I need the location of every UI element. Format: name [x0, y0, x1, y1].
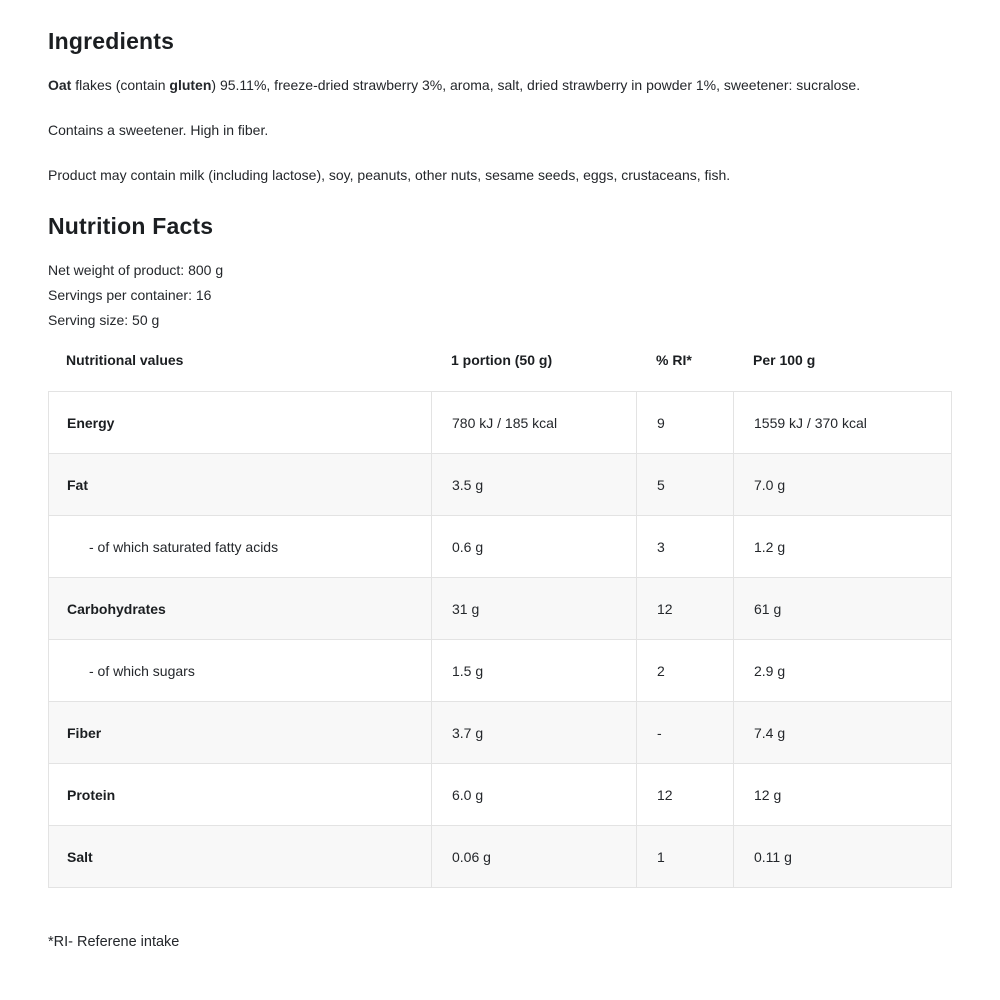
sweetener-note: Contains a sweetener. High in fiber. — [48, 122, 269, 138]
servings-line: Servings per container: 16 — [48, 287, 212, 303]
table-row — [49, 640, 951, 702]
row-label: Salt — [49, 826, 432, 887]
nutrition-table — [48, 352, 952, 888]
table-row — [49, 454, 951, 516]
per-100g-value: 0.11 g — [754, 848, 792, 865]
ri-value: 12 — [637, 578, 734, 639]
ri-value: 5 — [637, 454, 734, 515]
ri-value: 1 — [637, 826, 734, 887]
row-label: Fiber — [49, 702, 432, 763]
table-row — [49, 578, 951, 640]
table-row — [49, 516, 951, 578]
per-100g-value: 12 g — [754, 786, 782, 803]
col-header-nutritional-values: Nutritional values — [66, 352, 184, 368]
per-100g-value: 1.2 g — [754, 538, 786, 555]
row-label: Carbohydrates — [49, 578, 432, 639]
col-header-portion: 1 portion (50 g) — [451, 352, 553, 368]
serving-info — [48, 258, 952, 333]
per-100g-value: 1559 kJ / 370 kcal — [754, 414, 867, 431]
allergen-note: Product may contain milk (including lactose), soy, peanuts, other nuts, sesame seeds, eggs, crustaceans, fish. — [48, 167, 731, 183]
nutrition-title: Nutrition Facts — [48, 213, 214, 239]
ri-value: 3 — [637, 516, 734, 577]
composition-part: gluten — [169, 77, 212, 93]
row-label: Energy — [49, 392, 432, 453]
per-100g-value: 61 g — [754, 600, 782, 617]
portion-value: 6.0 g — [432, 764, 637, 825]
table-row — [49, 764, 951, 826]
serving-size-line: Serving size: 50 g — [48, 312, 160, 328]
ingredients-title: Ingredients — [48, 28, 175, 54]
ri-footnote: *RI- Referene intake — [48, 934, 180, 950]
table-row — [49, 826, 951, 887]
row-label: Fat — [49, 454, 432, 515]
table-row — [49, 702, 951, 764]
net-weight-line: Net weight of product: 800 g — [48, 262, 224, 278]
ingredients-composition — [48, 76, 952, 95]
ri-value: 2 — [637, 640, 734, 701]
portion-value: 1.5 g — [432, 640, 637, 701]
table-row — [49, 392, 951, 454]
table-body — [48, 391, 952, 888]
portion-value: 3.7 g — [432, 702, 637, 763]
portion-value: 0.06 g — [432, 826, 637, 887]
ri-value: 9 — [637, 392, 734, 453]
row-label: Protein — [49, 764, 432, 825]
ri-value: - — [637, 702, 734, 763]
col-header-ri: % RI* — [656, 352, 692, 368]
portion-value: 780 kJ / 185 kcal — [432, 392, 637, 453]
composition-part: Oat — [48, 77, 72, 93]
col-header-per-100g: Per 100 g — [753, 352, 816, 368]
per-100g-value: 7.0 g — [754, 476, 786, 493]
per-100g-value: 2.9 g — [754, 662, 786, 679]
table-header-row — [48, 352, 952, 368]
portion-value: 0.6 g — [432, 516, 637, 577]
portion-value: 31 g — [432, 578, 637, 639]
portion-value: 3.5 g — [432, 454, 637, 515]
ri-value: 12 — [637, 764, 734, 825]
per-100g-value: 7.4 g — [754, 724, 786, 741]
composition-part: flakes (contain — [71, 77, 170, 93]
row-label: - of which sugars — [49, 640, 432, 701]
row-label: - of which saturated fatty acids — [49, 516, 432, 577]
composition-part: ) 95.11%, freeze-dried strawberry 3%, aroma, salt, dried strawberry in powder 1%, sweetener: sucralose. — [211, 77, 861, 93]
